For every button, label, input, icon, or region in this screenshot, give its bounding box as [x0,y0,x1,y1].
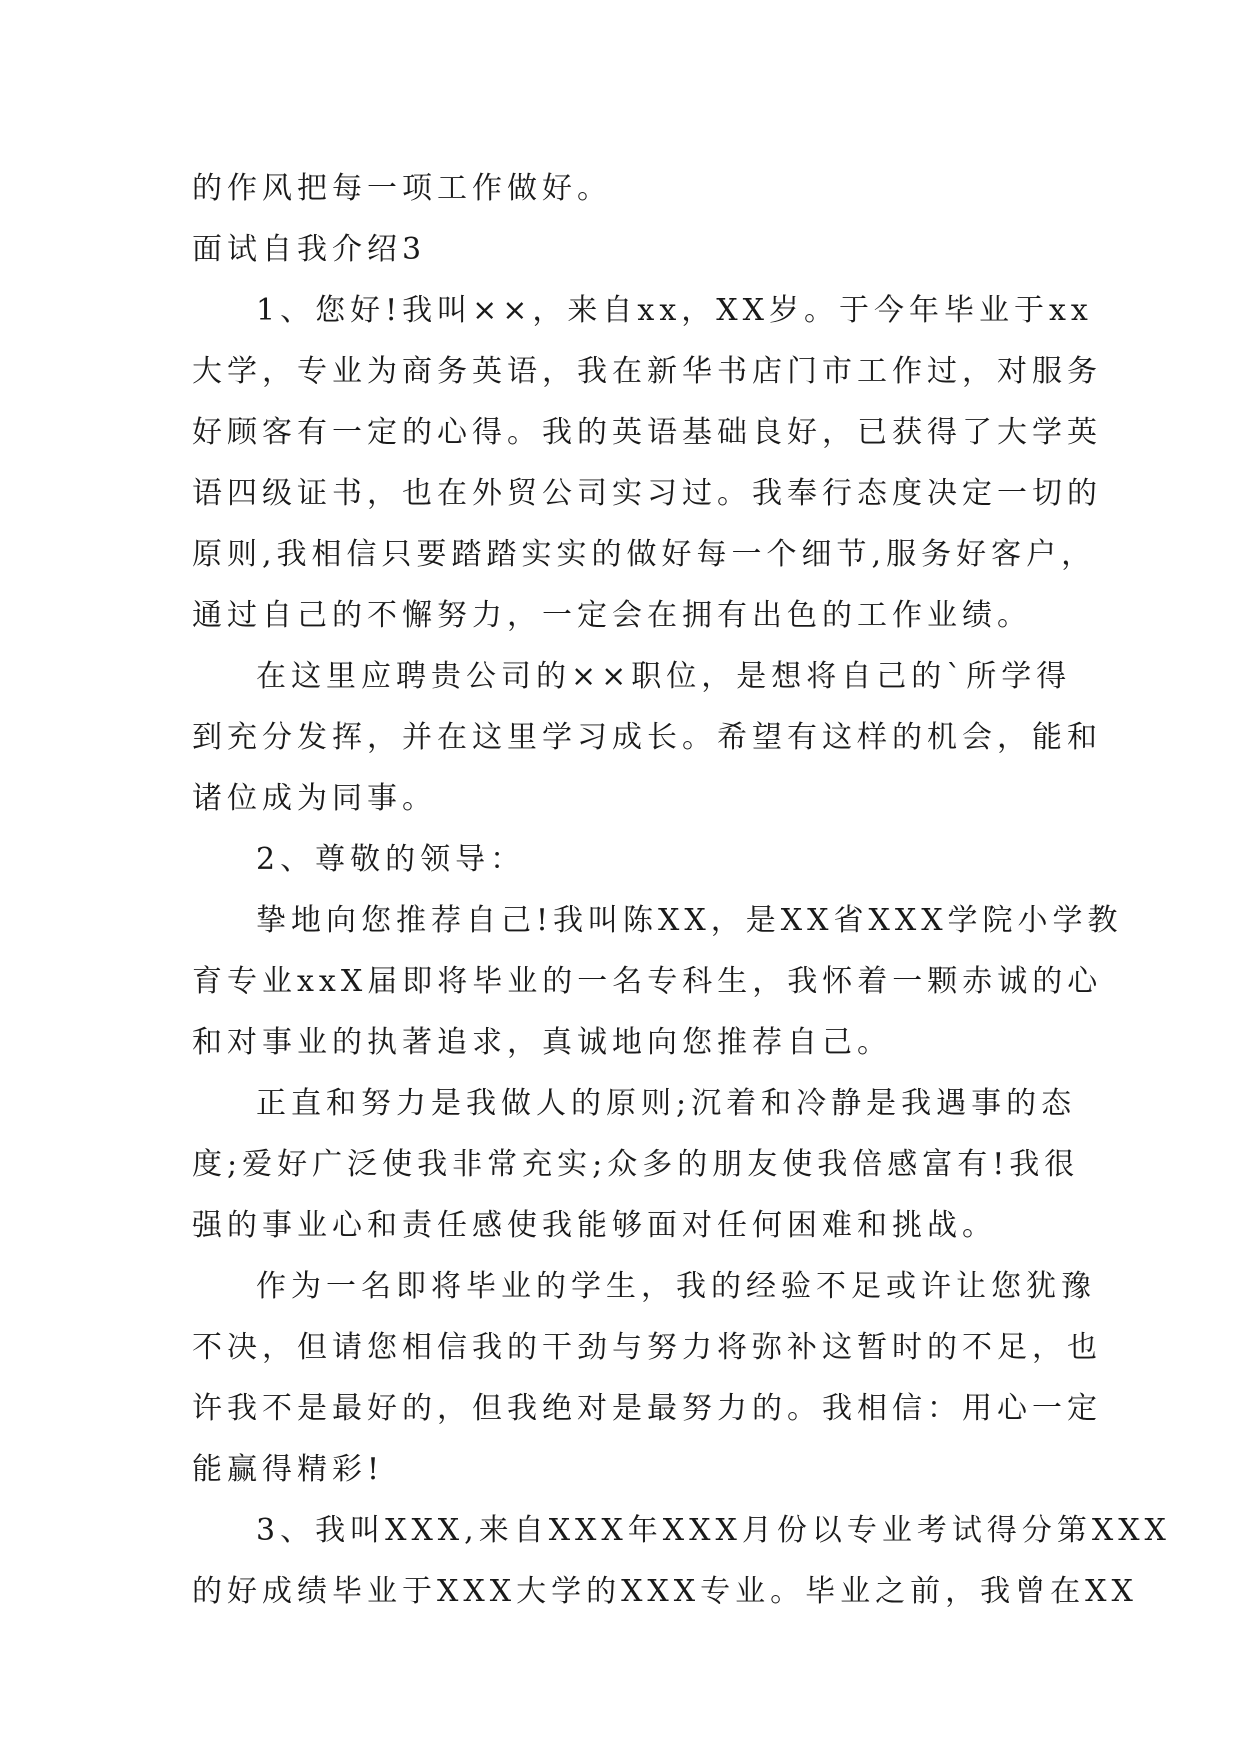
text-line: 在这里应聘贵公司的××职位，是想将自己的`所学得 [256,659,1072,694]
text-line: 作为一名即将毕业的学生，我的经验不足或许让您犹豫 [256,1269,1096,1304]
text-line: 许我不是最好的，但我绝对是最努力的。我相信：用心一定 [192,1391,1102,1426]
text-line: 语四级证书，也在外贸公司实习过。我奉行态度决定一切的 [192,476,1102,511]
text-line: 能赢得精彩! [192,1452,385,1487]
text-line: 好顾客有一定的心得。我的英语基础良好，已获得了大学英 [192,415,1102,450]
text-line: 和对事业的执著追求，真诚地向您推荐自己。 [192,1025,892,1060]
text-line: 诸位成为同事。 [192,781,437,816]
text-line: 强的事业心和责任感使我能够面对任何困难和挑战。 [192,1208,997,1243]
text-line: 正直和努力是我做人的原则;沉着和冷静是我遇事的态 [256,1086,1077,1121]
text-line: 度;爱好广泛使我非常充实;众多的朋友使我倍感富有!我很 [192,1147,1080,1182]
text-line: 原则,我相信只要踏踏实实的做好每一个细节,服务好客户， [192,537,1097,572]
text-line: 育专业xxX届即将毕业的一名专科生，我怀着一颗赤诚的心 [192,964,1103,999]
section-heading: 面试自我介绍3 [192,232,427,267]
text-line: 2、尊敬的领导： [256,842,526,877]
text-line: 挚地向您推荐自己!我叫陈XX，是XX省XXX学院小学教 [256,903,1123,938]
text-line: 通过自己的不懈努力，一定会在拥有出色的工作业绩。 [192,598,1032,633]
document-page [192,158,1171,1622]
text-line: 1、您好!我叫××，来自xx，XX岁。于今年毕业于xx [256,293,1093,328]
text-line: 的好成绩毕业于XXX大学的XXX专业。毕业之前，我曾在XX [192,1574,1138,1609]
text-line: 大学，专业为商务英语，我在新华书店门市工作过，对服务 [192,354,1102,389]
text-line: 3、我叫XXX,来自XXX年XXX月份以专业考试得分第XXX [256,1513,1171,1548]
text-line: 不决，但请您相信我的干劲与努力将弥补这暂时的不足，也 [192,1330,1102,1365]
text-line: 的作风把每一项工作做好。 [192,171,612,206]
text-line: 到充分发挥，并在这里学习成长。希望有这样的机会，能和 [192,720,1102,755]
